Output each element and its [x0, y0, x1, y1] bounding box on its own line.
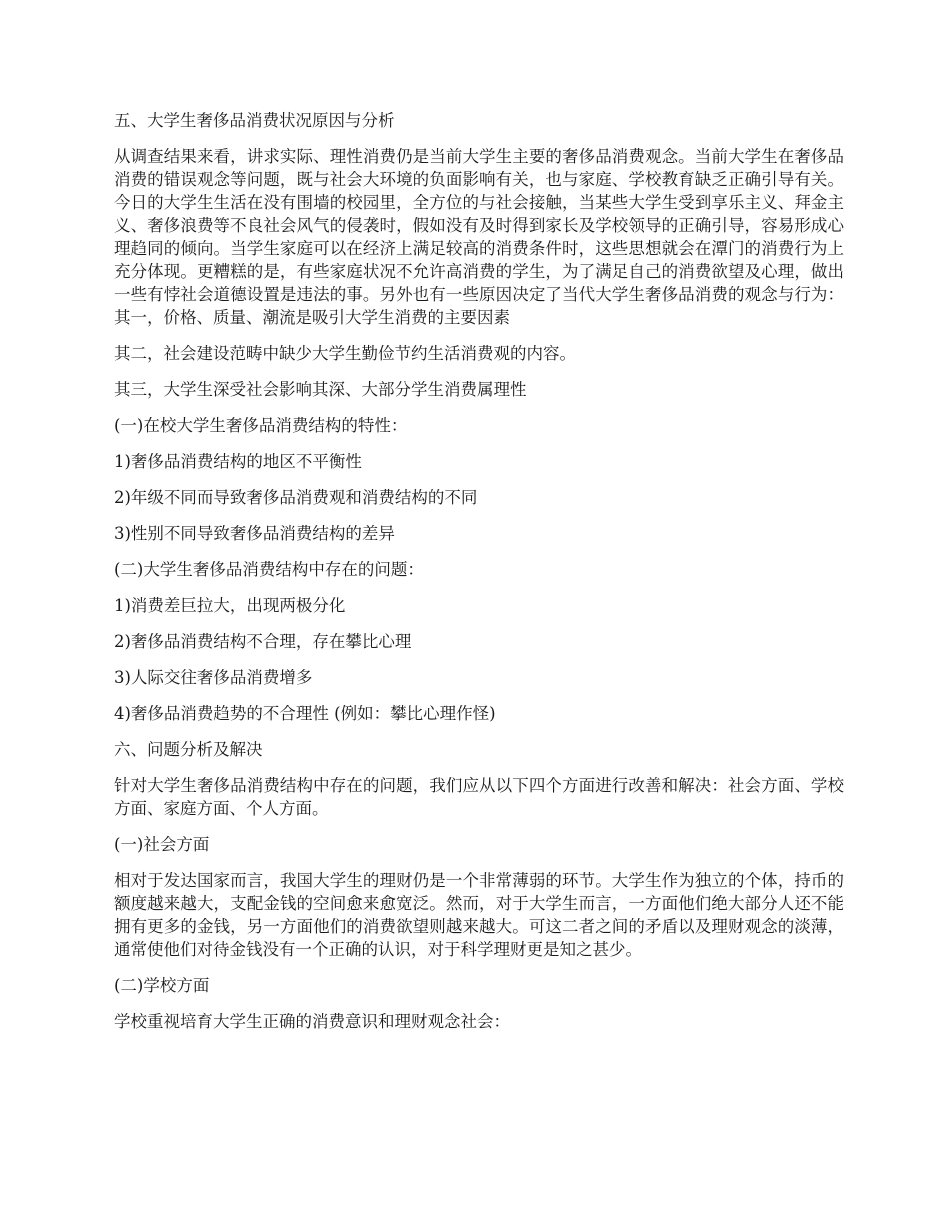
paragraph-third-reason: 其三，大学生深受社会影响其深、大部分学生消费属理性 [114, 380, 527, 399]
subheading-structure-traits: (一)在校大学生奢侈品消费结构的特性： [114, 416, 408, 435]
document-body [114, 109, 844, 1046]
body-paragraph-analysis: 从调查结果来看，讲求实际、理性消费仍是当前大学生主要的奢侈品消费观念。当前大学生在奢侈品消费的错误观念等问题，既与社会大环境的负面影响有关，也与家庭、学校教育缺乏正确引导有关。今日的大学生生活在没有围墙的校园里，全方位的与社会接触，当某些大学生受到享乐主义、拜金主义、奢侈浪费等不良社会风气的侵袭时，假如没有及时得到家长及学校领导的正确引导，容易形成心理趋同的倾向。当学生家庭可以在经济上满足较高的消费条件时，这些思想就会在潭门的消费行为上充分体现。更糟糕的是，有些家庭状况不允许高消费的学生，为了满足自己的消费欲望及心理，做出一些有悖社会道德设置是违法的事。另外也有一些原因决定了当代大学生奢侈品消费的观念与行为： 其一，价格、质量、潮流是吸引大学生消费的主要因素 [114, 147, 844, 327]
list-item: 3)人际交往奢侈品消费增多 [114, 668, 313, 687]
list-item: 4)奢侈品消费趋势的不合理性 (例如：攀比心理作怪) [114, 704, 496, 723]
list-item: 2)奢侈品消费结构不合理，存在攀比心理 [114, 632, 412, 651]
subheading-structure-problems: (二)大学生奢侈品消费结构中存在的问题： [114, 560, 424, 579]
body-paragraph-solutions: 针对大学生奢侈品消费结构中存在的问题，我们应从以下四个方面进行改善和解决：社会方面、学校方面、家庭方面、个人方面。 [114, 776, 844, 818]
subheading-school: (二)学校方面 [114, 976, 210, 995]
subheading-society: (一)社会方面 [114, 835, 210, 854]
list-item: 2)年级不同而导致奢侈品消费观和消费结构的不同 [114, 488, 478, 507]
section-heading-6: 六、问题分析及解决 [114, 740, 263, 759]
body-paragraph-society: 相对于发达国家而言，我国大学生的理财仍是一个非常薄弱的环节。大学生作为独立的个体，持币的额度越来越大，支配金钱的空间愈来愈宽泛。然而，对于大学生而言，一方面他们绝大部分人还不能拥有更多的金钱，另一方面他们的消费欲望则越来越大。可这二者之间的矛盾以及理财观念的淡薄，通常使他们对待金钱没有一个正确的认识，对于科学理财更是知之甚少。 [114, 871, 844, 959]
paragraph-second-reason: 其二，社会建设范畴中缺少大学生勤俭节约生活消费观的内容。 [114, 344, 576, 363]
list-item: 1)消费差巨拉大，出现两极分化 [114, 596, 346, 615]
section-heading-5: 五、大学生奢侈品消费状况原因与分析 [114, 111, 395, 130]
list-item: 1)奢侈品消费结构的地区不平衡性 [114, 452, 362, 471]
body-paragraph-school: 学校重视培育大学生正确的消费意识和理财观念社会： [114, 1012, 510, 1031]
list-item: 3)性别不同导致奢侈品消费结构的差异 [114, 524, 395, 543]
